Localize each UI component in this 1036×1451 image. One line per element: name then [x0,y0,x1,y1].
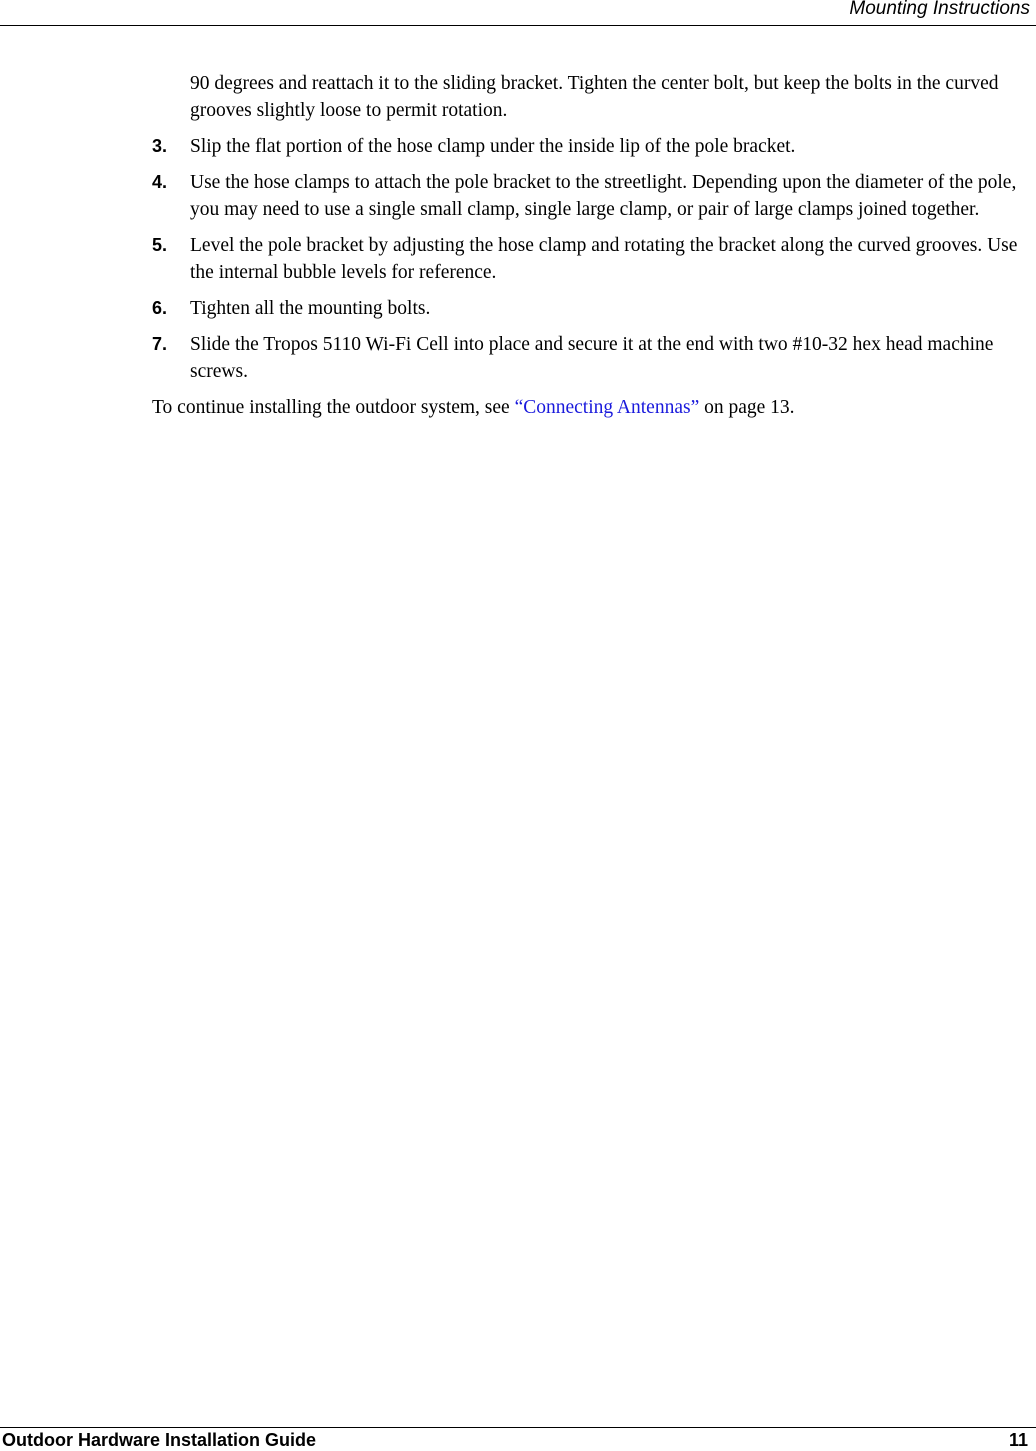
step-item [152,133,1032,160]
closing-paragraph [152,394,1032,421]
step-text: Slide the Tropos 5110 Wi-Fi Cell into place and secure it at the end with two #10-32 hex head machine screws. [190,334,994,382]
step-text: Tighten all the mounting bolts. [190,298,431,319]
step-text: Use the hose clamps to attach the pole bracket to the streetlight. Depending upon the diameter of the pole, you may need to use a single small clamp, single large clamp, or pair of large clamps joined together. [190,172,1017,220]
step-item [152,295,1032,322]
page-body [152,70,1032,441]
step-text: Slip the flat portion of the hose clamp under the inside lip of the pole bracket. [190,136,796,157]
step-item [152,232,1032,286]
step-item [152,331,1032,385]
continuation-paragraph: 90 degrees and reattach it to the sliding bracket. Tighten the center bolt, but keep the bolts in the curved grooves slightly loose to permit rotation. [190,73,999,121]
step-number: 5. [152,235,168,255]
step-number: 4. [152,172,168,192]
closing-text-after: on page 13. [699,397,795,418]
step-text: Level the pole bracket by adjusting the hose clamp and rotating the bracket along the curved grooves. Use the internal bubble levels for reference. [190,235,1018,283]
step-number: 7. [152,334,168,354]
closing-text-before: To continue installing the outdoor system, see [152,397,515,418]
step-number: 6. [152,298,168,318]
step-number: 3. [152,136,168,156]
page-number: 11 [1008,1430,1028,1450]
connecting-antennas-link[interactable]: “Connecting Antennas” [514,397,700,418]
footer-rule [0,1427,1036,1428]
footer-guide-title: Outdoor Hardware Installation Guide [2,1430,317,1450]
step-item [152,169,1032,223]
running-header: Mounting Instructions [849,0,1030,19]
header-rule [0,25,1036,26]
